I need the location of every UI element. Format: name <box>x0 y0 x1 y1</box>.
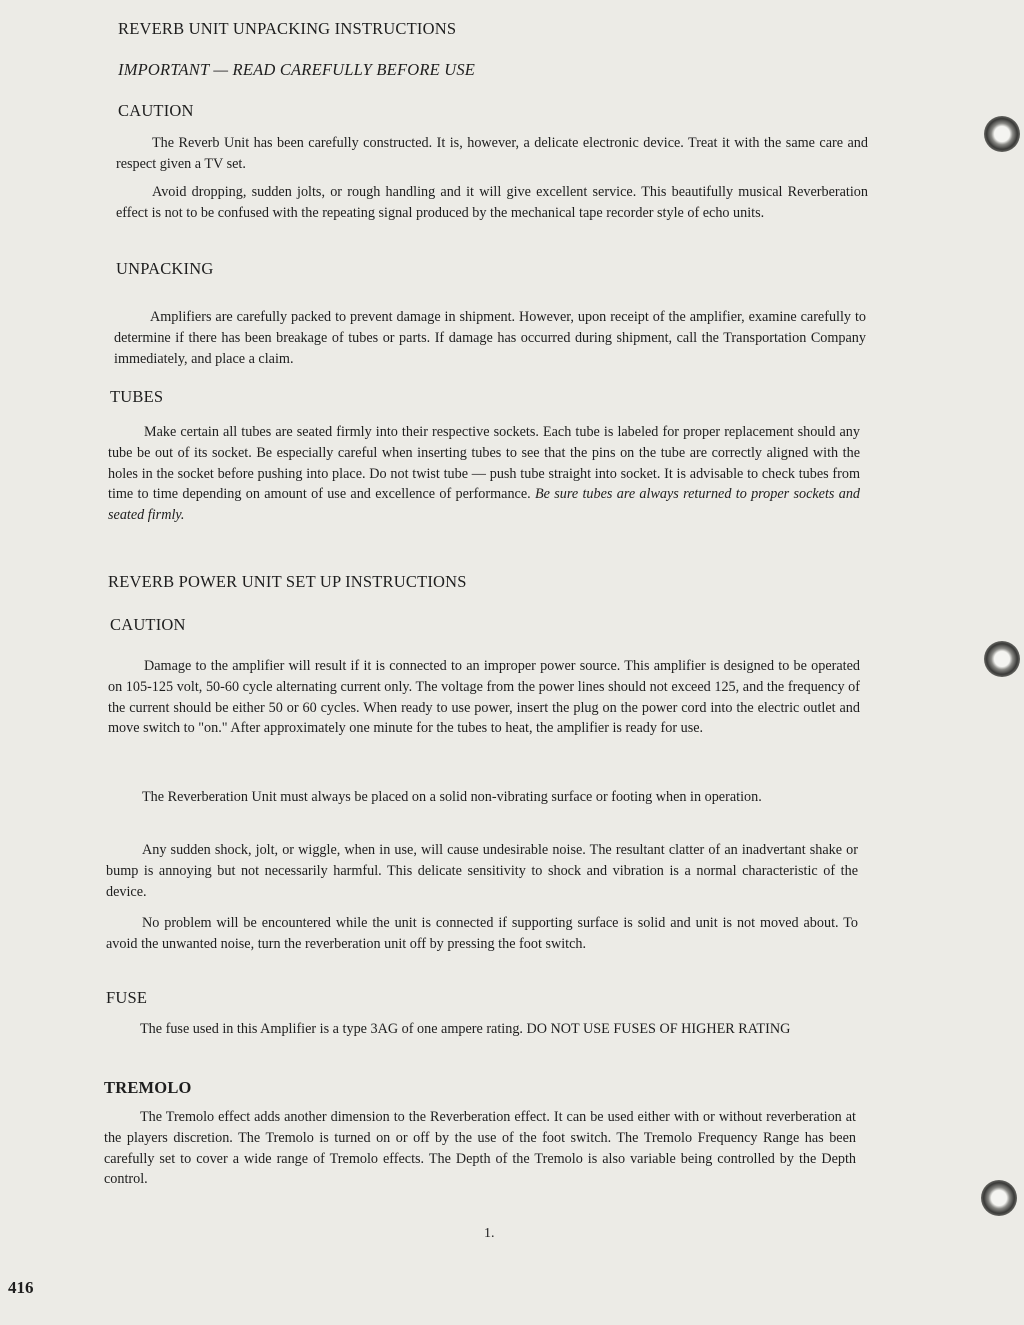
binder-hole-top <box>984 116 1020 152</box>
page-number: 1. <box>484 1226 495 1241</box>
fuse-heading: FUSE <box>106 988 148 1007</box>
power-caution-paragraph-2: The Reverberation Unit must always be placed on a solid non-vibrating surface or footing when in operation. <box>142 789 762 805</box>
tubes-heading: TUBES <box>110 387 164 406</box>
tubes-paragraph <box>108 422 860 526</box>
tremolo-paragraph: The Tremolo effect adds another dimension to the Reverberation effect. It can be used either with or without reverberation at the players discretion. The Tremolo is turned on or off by the use of the foot switch. The Tremolo Frequency Range has been carefully set to cover a wide range of Tremolo effects. The Depth of the Tremolo is also variable being controlled by the Depth control. <box>104 1109 856 1188</box>
binder-hole-bottom <box>981 1180 1017 1216</box>
caution-paragraph-2: Avoid dropping, sudden jolts, or rough handling and it will give excellent service. This beautifully musical Reverberation effect is not to be confused with the repeating signal produced by the mechanical tape recorder style of echo units. <box>116 184 868 221</box>
fuse-paragraph: The fuse used in this Amplifier is a type 3AG of one ampere rating. DO NOT USE FUSES OF HIGHER RATING <box>140 1021 791 1037</box>
tubes-text: Make certain all tubes are seated firmly into their respective sockets. Each tube is labeled for proper replacement should any tube be out of its socket. Be especially careful when inserting tubes to see that the pins on the tube are correctly aligned with the holes in the socket before pushing into place. Do not twist tube — push tube straight into socket. It is advisable to check tubes from time to time depending on amount of use and excellence of performance. <box>108 424 860 503</box>
tubes-italic-note: Be sure tubes are always returned to proper sockets and seated firmly. <box>108 486 861 524</box>
unpacking-paragraph: Amplifiers are carefully packed to prevent damage in shipment. However, upon receipt of the amplifier, examine carefully to determine if there has been breakage of tubes or parts. If damage has occurred during shipment, call the Transportation Company immediately, and place a claim. <box>114 309 866 367</box>
tremolo-heading: TREMOLO <box>104 1078 192 1097</box>
power-caution-paragraph-4: No problem will be encountered while the unit is connected if supporting surface is solid and unit is not moved about. To avoid the unwanted noise, turn the reverberation unit off by pressing the foot switch. <box>106 915 858 952</box>
setup-instructions-title: REVERB POWER UNIT SET UP INSTRUCTIONS <box>108 572 467 591</box>
important-notice: IMPORTANT — READ CAREFULLY BEFORE USE <box>118 60 476 79</box>
binder-hole-middle <box>984 641 1020 677</box>
unpacking-heading: UNPACKING <box>116 259 214 278</box>
document-title: REVERB UNIT UNPACKING INSTRUCTIONS <box>118 19 457 38</box>
power-caution-heading: CAUTION <box>110 615 186 634</box>
power-caution-paragraph-1: Damage to the amplifier will result if it is connected to an improper power source. This amplifier is designed to be operated on 105-125 volt, 50-60 cycle alternating current only. The voltage from the power lines should not exceed 125, and the frequency of the current should be either 50 or 60 cycles. When ready to use power, insert the plug on the power cord into the electric outlet and move switch to "on." After approximately one minute for the tubes to heat, the amplifier is ready for use. <box>108 658 860 737</box>
caution-heading: CAUTION <box>118 101 194 120</box>
sheet-number: 416 <box>8 1278 34 1297</box>
caution-paragraph-1: The Reverb Unit has been carefully constructed. It is, however, a delicate electronic device. Treat it with the same care and respect given a TV set. <box>116 135 868 172</box>
power-caution-paragraph-3: Any sudden shock, jolt, or wiggle, when in use, will cause undesirable noise. The resultant clatter of an inadvertant shake or bump is annoying but not necessarily harmful. This delicate sensitivity to shock and vibration is a normal characteristic of the device. <box>106 842 858 900</box>
